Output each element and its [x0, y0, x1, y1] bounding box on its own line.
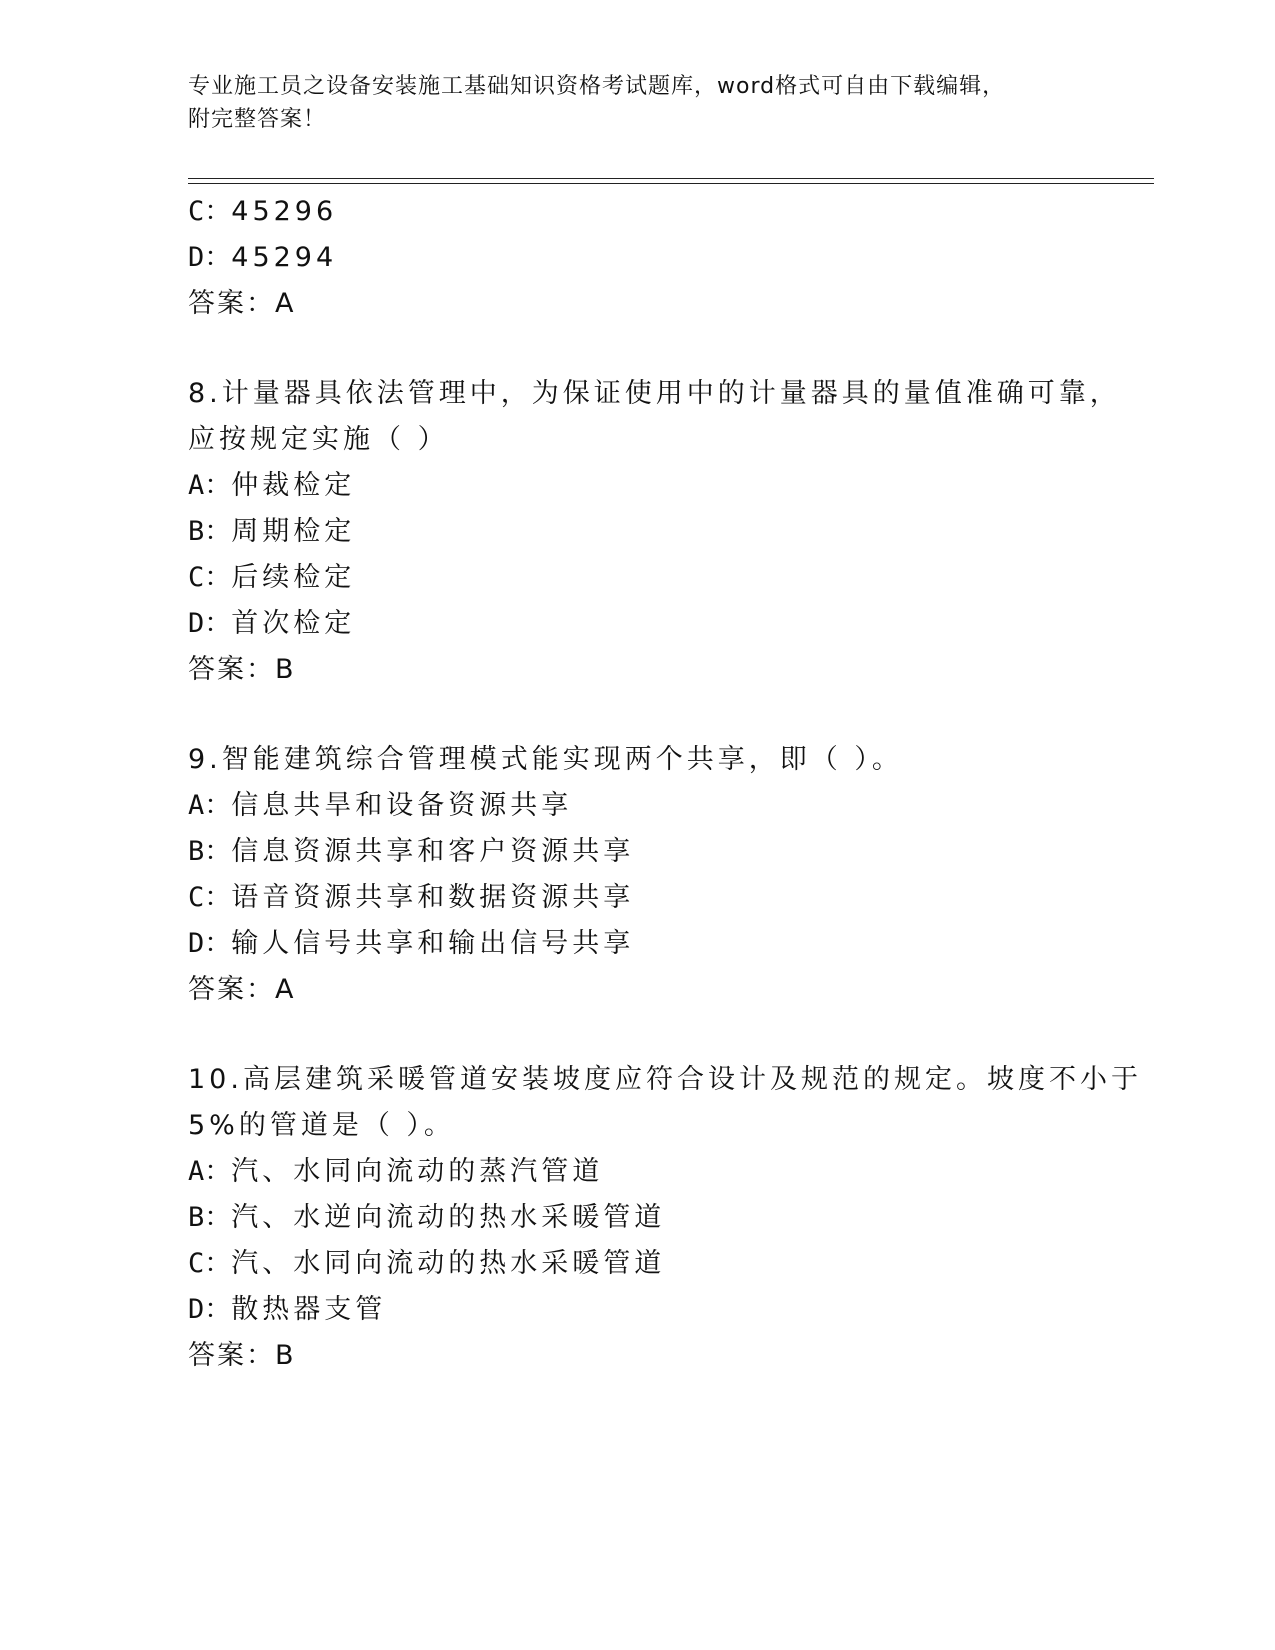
answer-line: 答案：A	[188, 288, 295, 319]
question-stem: 10.高层建筑采暖管道安装坡度应符合设计及规范的规定。坡度不小于	[188, 1064, 1142, 1095]
header-divider-top	[188, 178, 1154, 179]
answer-line: 答案：B	[188, 654, 295, 685]
answer-line: 答案：B	[188, 1340, 295, 1371]
option-c: C：汽、水同向流动的热水采暖管道	[188, 1248, 666, 1279]
answer-value: A	[275, 974, 295, 1005]
answer-value: B	[275, 654, 295, 685]
question-list	[188, 189, 1148, 1379]
question-stem: 8.计量器具依法管理中，为保证使用中的计量器具的量值准确可靠，	[188, 378, 1121, 409]
question-stem: 9.智能建筑综合管理模式能实现两个共享，即（ ）。	[188, 744, 903, 775]
option-a: A：仲裁检定	[188, 470, 356, 501]
question-10	[188, 1057, 1148, 1379]
header-line-2: 附完整答案！	[188, 107, 327, 132]
question-8	[188, 371, 1148, 693]
header-line-1: 专业施工员之设备安装施工基础知识资格考试题库，word格式可自由下载编辑，	[188, 74, 1006, 99]
answer-line: 答案：A	[188, 974, 295, 1005]
document-header	[188, 70, 1088, 136]
option-d: D：45294	[188, 242, 338, 273]
answer-value: A	[275, 288, 295, 319]
option-c: C：后续检定	[188, 562, 356, 593]
option-d: D：首次检定	[188, 608, 356, 639]
option-d: D：输人信号共享和输出信号共享	[188, 928, 635, 959]
option-b: B：信息资源共享和客户资源共享	[188, 836, 635, 867]
carryover-block	[188, 189, 1148, 327]
option-a: A：汽、水同向流动的蒸汽管道	[188, 1156, 604, 1187]
option-c: C：45296	[188, 196, 338, 227]
question-stem-cont: 应按规定实施（ ）	[188, 424, 449, 455]
option-c: C：语音资源共享和数据资源共享	[188, 882, 635, 913]
header-divider-bottom	[188, 183, 1154, 184]
option-b: B：周期检定	[188, 516, 356, 547]
question-stem-cont: 5%的管道是（ ）。	[188, 1110, 455, 1141]
option-d: D：散热器支管	[188, 1294, 387, 1325]
option-b: B：汽、水逆向流动的热水采暖管道	[188, 1202, 666, 1233]
answer-value: B	[275, 1340, 295, 1371]
question-9	[188, 737, 1148, 1013]
option-a: A：信息共旱和设备资源共享	[188, 790, 573, 821]
